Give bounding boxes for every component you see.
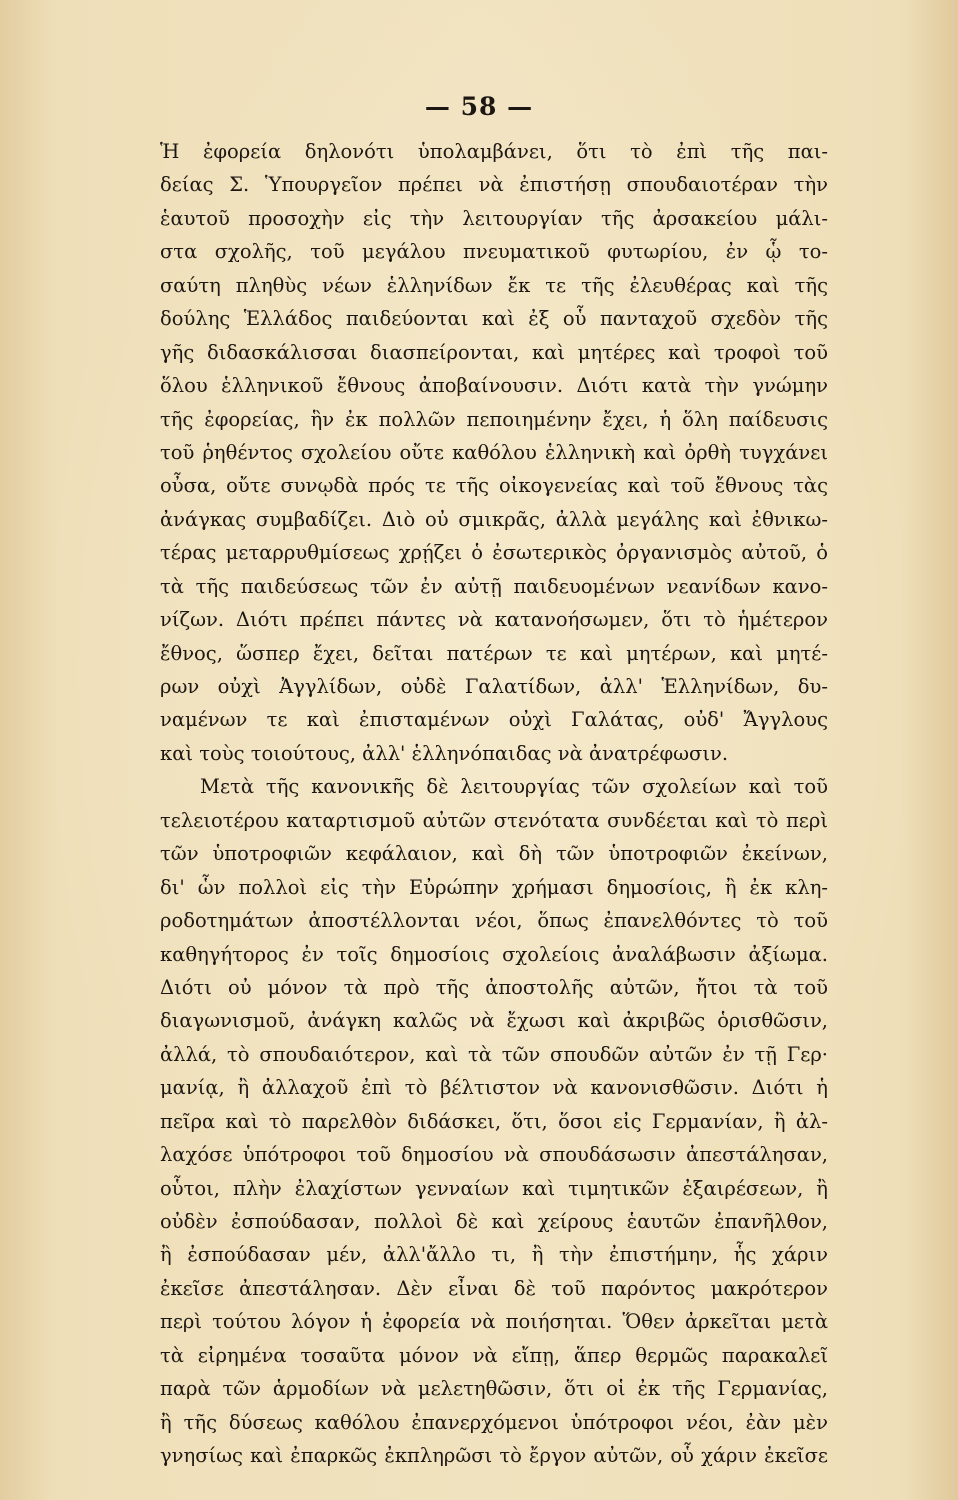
text-line: παρὰ τῶν ἁρμοδίων νὰ μελετηθῶσιν, ὅτι οἱ ἐκ τῆς Γερμανίας, [160,1377,828,1401]
text-line: καθηγήτορος ἐν τοῖς δημοσίοις σχολείοις ἀναλάβωσιν ἀξίωμα. [160,942,828,966]
text-line: ἑαυτοῦ προσοχὴν εἰς τὴν λειτουργίαν τῆς ἀρσακείου μάλι- [160,206,828,230]
text-line: Μετὰ τῆς κανονικῆς δὲ λειτουργίας τῶν σχολείων καὶ τοῦ [200,775,828,799]
text-line: Διότι οὐ μόνον τὰ πρὸ τῆς ἀποστολῆς αὐτῶν, ἤτοι τὰ τοῦ [160,975,828,999]
text-line: τέρας μεταρρυθμίσεως χρῄζει ὁ ἐσωτερικὸς ὀργανισμὸς αὐτοῦ, ὁ [160,541,828,565]
text-line: οὗτοι, πλὴν ἐλαχίστων γενναίων καὶ τιμητικῶν ἐξαιρέσεων, ἢ [160,1176,828,1200]
text-line: ὅλου ἑλληνικοῦ ἔθνους ἀποβαίνουσιν. Διότι κατὰ τὴν γνώμην [160,374,828,398]
text-line: ἔθνος, ὥσπερ ἔχει, δεῖται πατέρων τε καὶ μητέρων, καὶ μητέ- [160,641,828,665]
text-line: στα σχολῆς, τοῦ μεγάλου πνευματικοῦ φυτωρίου, ἐν ᾧ το- [160,240,828,264]
text-line: διαγωνισμοῦ, ἀνάγκη καλῶς νὰ ἔχωσι καὶ ἀκριβῶς ὁρισθῶσιν, [160,1009,828,1033]
text-line: ροδοτημάτων ἀποστέλλονται νέοι, ὅπως ἐπανελθόντες τὸ τοῦ [160,909,828,933]
text-line: ἢ τῆς δύσεως καθόλου ἐπανερχόμενοι ὑπότροφοι νέοι, ἐὰν μὲν [160,1410,828,1434]
text-line: οὖσα, οὔτε συνῳδὰ πρός τε τῆς οἰκογενείας καὶ τοῦ ἔθνους τὰς [160,474,828,498]
text-line: δούλης Ἑλλάδος παιδεύονται καὶ ἐξ οὗ πανταχοῦ σχεδὸν τῆς [160,307,828,331]
page-number: — 58 — [424,92,534,121]
text-line: μανίᾳ, ἢ ἀλλαχοῦ ἐπὶ τὸ βέλτιστον νὰ κανονισθῶσιν. Διότι ἡ [160,1076,828,1100]
text-line: λαχόσε ὑπότροφοι τοῦ δημοσίου νὰ σπουδάσωσιν ἀπεστάλησαν, [160,1143,828,1167]
text-line: νίζων. Διότι πρέπει πάντες νὰ κατανοήσωμεν, ὅτι τὸ ἡμέτερον [160,608,828,632]
text-line: τῶν ὑποτροφιῶν κεφάλαιον, καὶ δὴ τῶν ὑποτροφιῶν ἐκείνων, [160,842,828,866]
text-line: οὐδὲν ἐσπούδασαν, πολλοὶ δὲ καὶ χείρους ἑαυτῶν ἐπανῆλθον, [160,1210,828,1233]
text-line: ρων οὐχὶ Ἀγγλίδων, οὐδὲ Γαλατίδων, ἀλλ' Ἑλληνίδων, δυ- [160,675,828,698]
text-line: σαύτη πληθὺς νέων ἑλληνίδων ἔκ τε τῆς ἐλευθέρας καὶ τῆς [160,273,828,297]
body-text [160,135,828,1473]
text-line: πεῖρα καὶ τὸ παρελθὸν διδάσκει, ὅτι, ὅσοι εἰς Γερμανίαν, ἢ ἀλ- [160,1109,828,1133]
text-line: γῆς διδασκάλισσαι διασπείρονται, καὶ μητέρες καὶ τροφοὶ τοῦ [160,340,828,364]
text-line: τὰ εἰρημένα τοσαῦτα μόνον νὰ εἴπῃ, ἅπερ θερμῶς παρακαλεῖ [160,1343,828,1367]
text-line: τὰ τῆς παιδεύσεως τῶν ἐν αὐτῇ παιδευομένων νεανίδων κανο- [160,574,828,598]
text-line: Ἡ ἐφορεία δηλονότι ὑπολαμβάνει, ὅτι τὸ ἐπὶ τῆς παι- [160,140,828,163]
text-line: ἀνάγκας συμβαδίζει. Διὸ οὐ σμικρᾶς, ἀλλὰ μεγάλης καὶ ἐθνικω- [160,507,828,531]
text-line: ἢ ἐσπούδασαν μέν, ἀλλ'ἄλλο τι, ἢ τὴν ἐπιστήμην, ἧς χάριν [160,1243,828,1267]
text-line: δι' ὧν πολλοὶ εἰς τὴν Εὐρώπην χρήμασι δημοσίοις, ἢ ἐκ κλη- [160,875,828,899]
text-line: καὶ τοὺς τοιούτους, ἀλλ' ἑλληνόπαιδας νὰ ἀνατρέφωσιν. [160,741,729,765]
text-line: ἀλλά, τὸ σπουδαιότερον, καὶ τὰ τῶν σπουδῶν αὐτῶν ἐν τῇ Γερ· [160,1042,828,1066]
text-line: τελειοτέρου καταρτισμοῦ αὐτῶν στενότατα συνδέεται καὶ τὸ περὶ [160,808,828,832]
text-line: τῆς ἐφορείας, ἣν ἐκ πολλῶν πεποιημένην ἔχει, ἡ ὅλη παίδευσις [160,407,828,431]
text-line: περὶ τούτου λόγον ἡ ἐφορεία νὰ ποιήσηται. Ὅθεν ἀρκεῖται μετὰ [160,1310,828,1334]
text-line: γνησίως καὶ ἐπαρκῶς ἐκπληρῶσι τὸ ἔργον αὐτῶν, οὗ χάριν ἐκεῖσε [160,1444,828,1468]
text-line: δείας Σ. Ὑπουργεῖον πρέπει νὰ ἐπιστήσῃ σπουδαιοτέραν τὴν [160,173,828,197]
text-line: τοῦ ῥηθέντος σχολείου οὔτε καθόλου ἑλληνικὴ καὶ ὀρθὴ τυγχάνει [160,440,828,464]
text-line: ἐκεῖσε ἀπεστάλησαν. Δὲν εἶναι δὲ τοῦ παρόντος μακρότερον [160,1276,828,1300]
text-line: ναμένων τε καὶ ἐπισταμένων οὐχὶ Γαλάτας, οὐδ' Ἄγγλους [160,708,828,732]
